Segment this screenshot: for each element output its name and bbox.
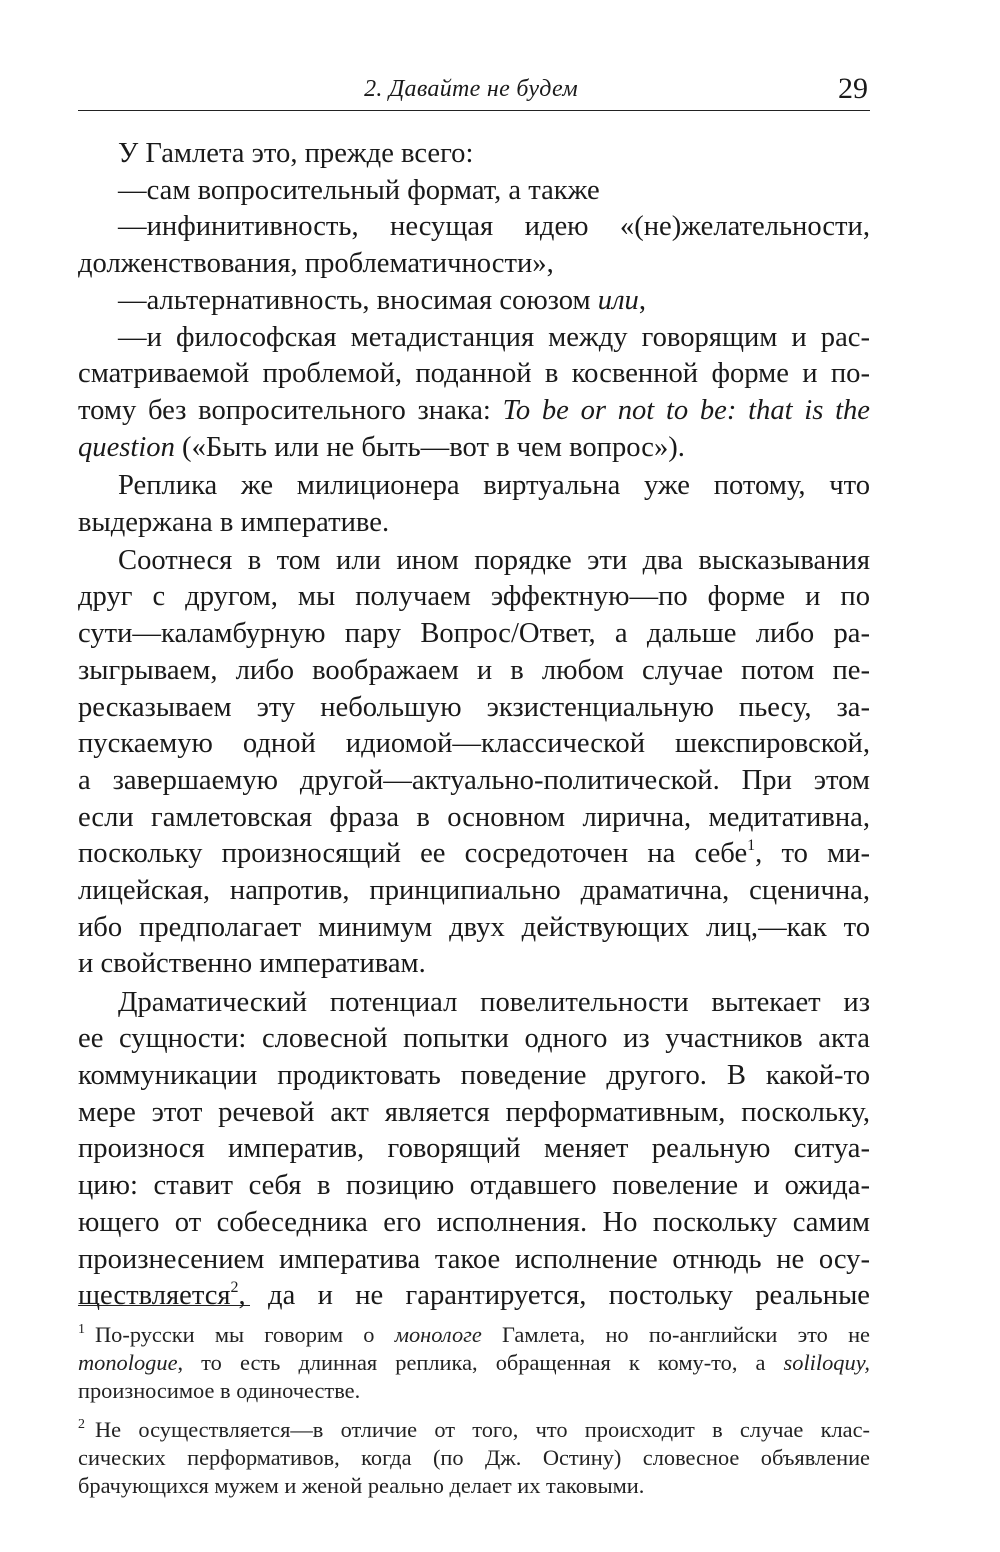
text-line: зыгрываем, либо воображаем и в любом случае потом пе-: [78, 654, 870, 686]
footnote-divider: [78, 1305, 250, 1306]
text-line: а завершаемую другой—актуально-политической. При этом: [78, 764, 870, 796]
text-line: [78, 283, 870, 320]
text-run: тому без вопросительного знака:: [78, 394, 503, 426]
text-line: —и философская метадистанция между говорящим и рас-: [118, 321, 870, 353]
text-run: («Быть или не быть—вот в чем вопрос»).: [174, 431, 685, 463]
paragraph: [78, 283, 870, 320]
text-line: брачующихся мужем и женой реально делает их таковыми.: [78, 1473, 645, 1498]
footnote-mark: 2: [78, 1417, 85, 1432]
text-line: [78, 430, 870, 467]
text-line: мере этот речевой акт является перформативным, поскольку,: [78, 1096, 870, 1128]
paragraph: [78, 468, 870, 541]
paragraph: [78, 173, 870, 210]
text-line: сути—каламбурную пару Вопрос/Ответ, а дальше либо ра-: [78, 618, 870, 650]
italic-word: soliloquy,: [783, 1350, 870, 1375]
text-run: , то ми-: [755, 838, 870, 870]
text-line: [78, 393, 870, 430]
text-line: [78, 1316, 870, 1349]
paragraph: [78, 209, 870, 282]
main-text: [78, 136, 870, 1315]
footnote-2: [78, 1411, 870, 1500]
paragraph: [78, 543, 870, 983]
page-number: 29: [838, 72, 868, 105]
text-run: , то есть длинная реплика, обращенная к кому-то, а: [177, 1350, 784, 1375]
footnote-mark: 1: [78, 1322, 85, 1337]
footnote-ref-1: 1: [747, 837, 756, 855]
italic-word: monologue: [78, 1350, 178, 1375]
text-line: друг с другом, мы получаем эффектную—по форме и по: [78, 581, 870, 613]
text-line: цию: ставит себя в позицию отдавшего повеление и ожида-: [78, 1170, 870, 1202]
running-title: 2. Давайте не будем: [364, 76, 578, 102]
text-line: —инфинитивность, несущая идею «(не)желательности,: [118, 211, 870, 243]
text-line: коммуникации продиктовать поведение другого. В какой-то: [78, 1060, 870, 1092]
text-line: лицейская, напротив, принципиально драматична, сценична,: [78, 875, 870, 907]
running-header: [78, 66, 870, 111]
text-line: ресказываем эту небольшую экзистенциальную пьесу, за-: [78, 691, 870, 723]
text-line: сматриваемой проблемой, поданной в косвенной форме и по-: [78, 358, 870, 390]
italic-quote: To be or not to be: that is the: [502, 394, 871, 426]
text-line: Реплика же милиционера виртуальна уже потому, что: [118, 469, 870, 501]
text-run: ществляется: [78, 1280, 231, 1312]
text-line: произносимое в одиночестве.: [78, 1378, 361, 1403]
text-line: если гамлетовская фраза в основном лирична, медитативна,: [78, 801, 870, 833]
text-run: —альтернативность, вносимая союзом: [118, 284, 598, 316]
text-line: и свойственно императивам.: [78, 948, 426, 980]
text-line: ее сущности: словесной попытки одного из участников акта: [78, 1023, 870, 1055]
text-line: У Гамлета это, прежде всего:: [118, 138, 474, 169]
text-line: выдержана в императиве.: [78, 506, 390, 538]
text-run: поскольку произносящий ее сосредоточен на себе: [78, 838, 748, 870]
text-line: [78, 1411, 870, 1444]
text-run: Не осуществляется—в отличие от того, что происходит в случае клас-: [95, 1417, 870, 1442]
text-line: произнесением императива такое исполнение отнюдь не осу-: [78, 1243, 870, 1275]
text-line: [78, 1349, 870, 1377]
footnotes: [78, 1316, 870, 1506]
text-run: По-русски мы говорим о: [95, 1322, 395, 1347]
text-line: Драматический потенциал повелительности вытекает из: [118, 986, 870, 1018]
text-line: долженствования, проблематичности»,: [78, 248, 554, 280]
text-line: Соотнеся в том или ином порядке эти два высказывания: [118, 544, 870, 576]
text-line: [78, 836, 870, 873]
footnote-1: [78, 1316, 870, 1405]
text-run: ,: [638, 284, 647, 316]
paragraph: [78, 320, 870, 467]
text-line: произнося императив, говорящий меняет реальную ситуа-: [78, 1133, 870, 1165]
footnote-ref-2: 2: [230, 1279, 239, 1297]
text-line: [78, 1278, 870, 1315]
italic-word: или: [597, 284, 639, 316]
paragraph: [78, 985, 870, 1315]
text-line: пускаемую одной идиомой—классической шекспировской,: [78, 728, 870, 760]
text-line: ющего от собеседника его исполнения. Но поскольку самим: [78, 1206, 870, 1238]
text-line: ибо предполагает минимум двух действующих лиц,—как то: [78, 911, 870, 943]
italic-word: монологе: [394, 1322, 482, 1347]
text-line: сических перформативов, когда (по Дж. Остину) словесное объявление: [78, 1445, 870, 1470]
text-run: , да и не гарантируется, постольку реальные: [238, 1280, 870, 1312]
italic-quote: question: [78, 431, 175, 463]
text-line: —сам вопросительный формат, а также: [118, 174, 600, 206]
paragraph: [78, 136, 870, 173]
text-run: Гамлета, но по-английски это не: [481, 1322, 870, 1347]
